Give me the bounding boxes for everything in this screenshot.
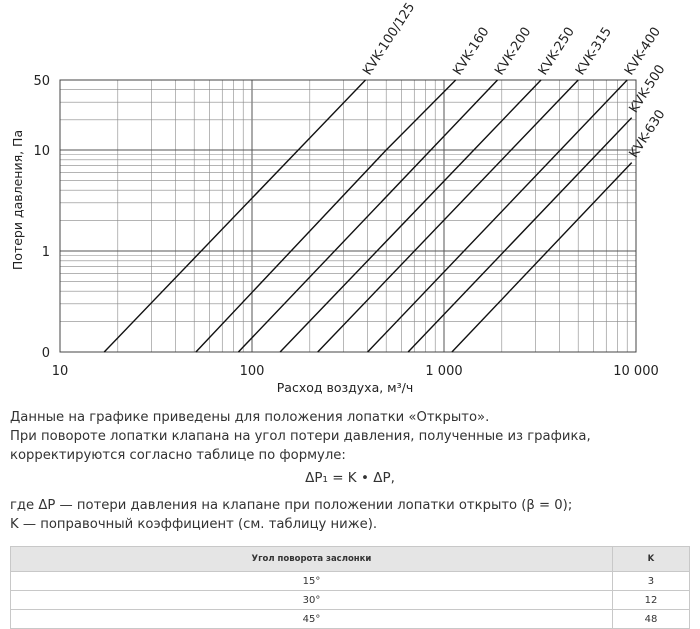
series-label: KVK-400	[621, 24, 665, 79]
table-row	[11, 591, 690, 610]
table-cell: 48	[612, 610, 689, 629]
series-line	[238, 80, 497, 352]
table-cell: 45°	[11, 610, 613, 629]
y-tick-label: 1	[41, 245, 50, 260]
table-header: K	[612, 547, 689, 572]
x-tick-label: 10	[51, 364, 69, 379]
series-line	[408, 118, 632, 352]
chart-series	[104, 80, 632, 352]
y-tick-label: 0	[41, 346, 50, 361]
y-tick-label: 10	[33, 144, 50, 159]
y-tick-label: 50	[33, 74, 50, 89]
formula: ΔP₁ = K • ΔP,	[305, 470, 395, 486]
y-axis-label: Потери давления, Па	[10, 129, 25, 271]
x-tick-label: 1 000	[425, 364, 463, 379]
series-line	[368, 80, 628, 352]
description-line: При повороте лопатки клапана на угол потери давления, полученные из графика,	[10, 429, 591, 444]
x-tick-label: 10 000	[613, 364, 659, 379]
formula-notes	[10, 496, 690, 534]
description	[10, 408, 690, 465]
note-line: где ΔP — потери давления на клапане при положении лопатки открыто (β = 0);	[10, 498, 573, 513]
table-cell: 3	[612, 572, 689, 591]
x-tick-label: 100	[239, 364, 265, 379]
series-line	[452, 163, 632, 352]
table-header-row	[11, 547, 690, 572]
note-line: K — поправочный коэффициент (см. таблицу ниже).	[10, 517, 378, 532]
table-cell: 12	[612, 591, 689, 610]
correction-table	[10, 546, 690, 629]
series-label: KVK-160	[450, 24, 493, 79]
series-label: KVK-500	[626, 62, 669, 116]
plot-frame	[60, 80, 636, 352]
series-label: KVK-315	[572, 24, 616, 79]
description-line: корректируются согласно таблице по формуле:	[10, 448, 346, 463]
description-line: Данные на графике приведены для положения лопатки «Открыто».	[10, 410, 490, 425]
x-axis-label: Расход воздуха, м³/ч	[276, 380, 414, 395]
table-row	[11, 572, 690, 591]
table-header: Угол поворота заслонки	[11, 547, 613, 572]
series-label: KVK-100/125	[360, 0, 419, 79]
chart-grid	[60, 80, 636, 352]
table-row	[11, 610, 690, 629]
series-label: KVK-630	[626, 107, 669, 161]
series-label: KVK-250	[535, 24, 578, 79]
table-cell: 15°	[11, 572, 613, 591]
series-label: KVK-200	[492, 24, 535, 79]
table-cell: 30°	[11, 591, 613, 610]
